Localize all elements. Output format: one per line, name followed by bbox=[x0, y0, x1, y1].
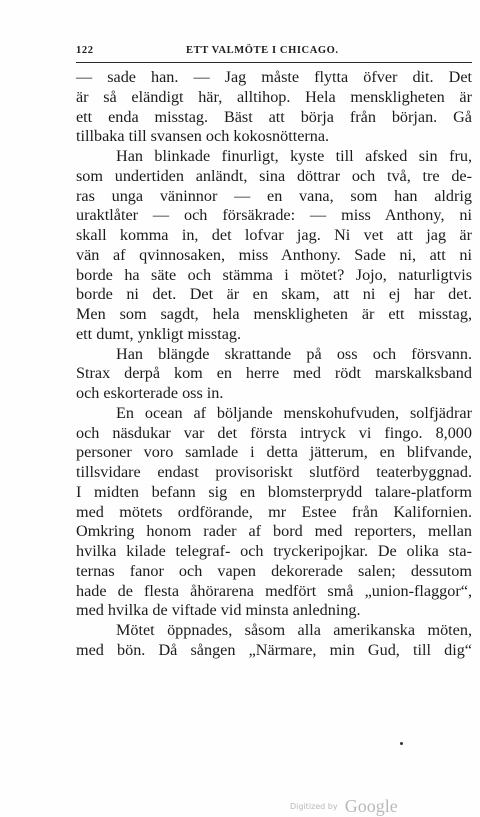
text-line: tillsvidare endast provisoriskt slutförd teaterbyggnad. bbox=[76, 463, 472, 481]
text-line: uraktlåter — och försäkrade: — miss Anthony, ni bbox=[76, 206, 472, 225]
text-line: och näsdukar var det första intryck vi fingo. 8,000 bbox=[76, 423, 472, 442]
page-number: 122 bbox=[76, 45, 94, 56]
text-line: Han blängde skrattande på oss och försvann. bbox=[116, 344, 472, 363]
text-line: Strax derpå kom en herre med rödt marskalksband bbox=[76, 364, 472, 383]
text-line: ras unga väninnor — en vana, som han aldrig bbox=[76, 186, 472, 205]
running-head bbox=[76, 45, 472, 59]
text-line: hvilka kilade telegraf- och tryckeripojkar. De olika sta- bbox=[76, 542, 472, 560]
text-line: ett enda misstag. Bäst att börja från början. Gå bbox=[76, 107, 472, 126]
text-line: borde ha säte och stämma i mötet? Jojo, naturligtvis bbox=[76, 265, 472, 284]
text-line: som undertiden anländt, sina döttrar och två, tre de- bbox=[76, 166, 472, 185]
text-line: tillbaka till svansen och kokosnötterna. bbox=[76, 127, 330, 146]
text-line: skall komma in, det lofvar jag. Ni vet att jag är bbox=[76, 226, 472, 244]
text-line: med hvilka de viftade vid minsta anledning. bbox=[76, 601, 361, 620]
watermark-digitized-label: Digitized by bbox=[290, 802, 338, 811]
text-line: personer voro samlade i detta jätterum, en blifvande, bbox=[76, 443, 472, 462]
text-line: En ocean af böljande menskohufvuden, solfjädrar bbox=[116, 403, 472, 422]
text-line: Mötet öppnades, såsom alla amerikanska möten, bbox=[116, 621, 472, 639]
text-line: — sade han. — Jag måste flytta öfver dit. Det bbox=[76, 68, 472, 86]
text-line: Omkring honom rader af bord med reporters, mellan bbox=[76, 522, 472, 541]
watermark-brand: Google bbox=[344, 796, 398, 816]
text-line: med bön. Då sången „Närmare, min Gud, till dig“ bbox=[76, 640, 472, 659]
text-line: hade de flesta åhörarena medfört små „union-flaggor“, bbox=[76, 581, 472, 600]
text-line: Men som sagdt, hela menskligheten är ett misstag, bbox=[76, 305, 472, 323]
text-line: borde ni det. Det är en skam, att ni ej har det. bbox=[76, 285, 472, 304]
text-line: I midten befann sig en blomsterprydd talare-platform bbox=[76, 482, 472, 501]
text-line: är så eländigt här, alltihop. Hela menskligheten är bbox=[76, 87, 472, 106]
body-text bbox=[76, 68, 472, 661]
text-line: ett dumt, ynkligt misstag. bbox=[76, 324, 242, 343]
text-line: och eskorterade oss in. bbox=[76, 384, 224, 402]
text-line: Han blinkade finurligt, kyste till afsked sin fru, bbox=[116, 147, 472, 165]
digitization-watermark bbox=[290, 796, 398, 816]
running-title: ETT VALMÖTE I CHICAGO. bbox=[186, 45, 339, 56]
printer-mark bbox=[400, 742, 403, 745]
text-line: ternas fanor och vapen dekorerade salen; dessutom bbox=[76, 561, 472, 580]
header-rule bbox=[76, 62, 472, 63]
text-line: vän af qvinnosaken, miss Anthony. Sade ni, att ni bbox=[76, 245, 472, 264]
text-line: med mötets ordförande, mr Estee från Kalifornien. bbox=[76, 502, 472, 521]
